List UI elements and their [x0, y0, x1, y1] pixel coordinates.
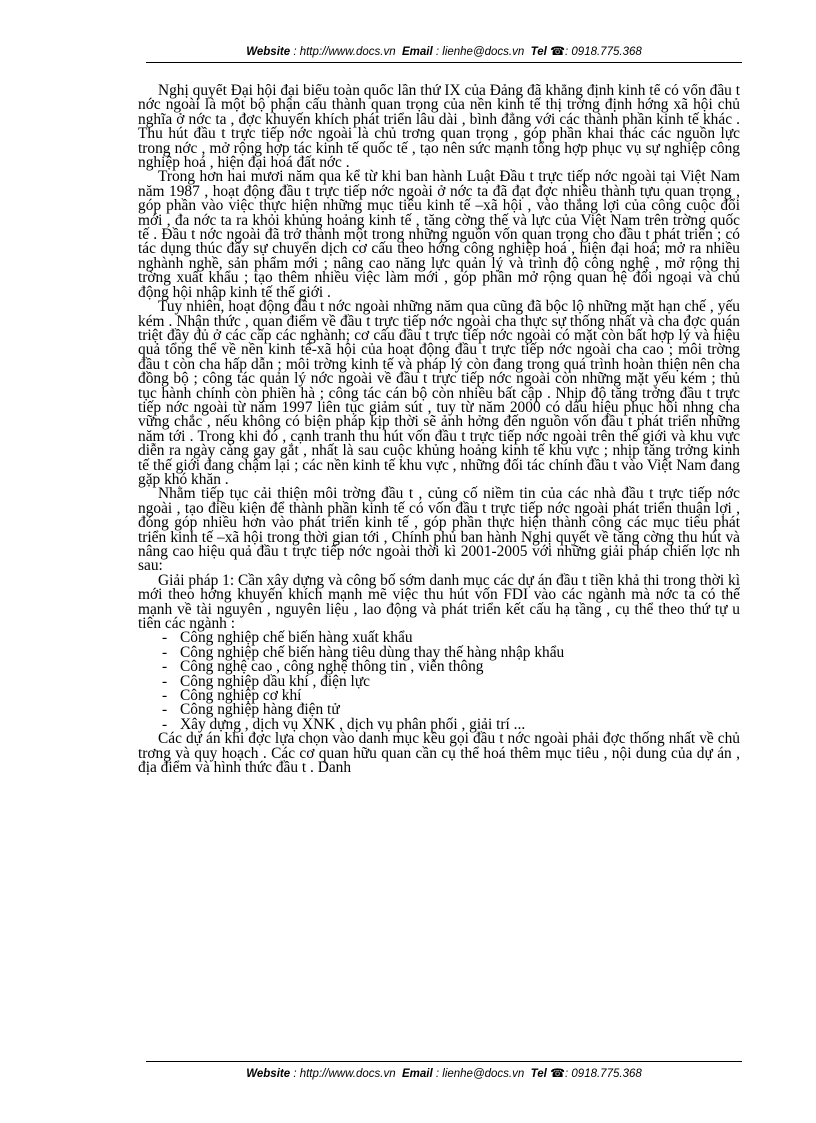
paragraph-2: Trong hơn hai mươi năm qua kể từ khi ban hành Luật Đầu t trực tiếp nớc ngoài tại Việt Nam năm 1987 , hoạt động đầu t trực tiếp nớc ngoài ở nớc ta đã đạt đợc nhiều thành tựu quan trọng , góp phần vào việc thực hiện những mục tiêu kinh tế –xã hội , vào thắng lợi của công cuộc đổi mới , đa nớc ta ra khỏi khủng hoảng kinh tế , tăng cờng thế và lực của Việt Nam trên trờng quốc tế . Đầu t nớc ngoài đã trở thành một trong những nguồn vốn quan trọng cho đầu t phát triển ; có tác dụng thúc đẩy sự chuyển dịch cơ cấu theo hớng công nghiệp hoá , hiện đại hoá; mở ra nhiều nghành nghề, sản phẩm mới ; nâng cao năng lực quản lý và trình độ công nghệ , mở rộng thị trờng xuất khẩu ; tạo thêm nhiều việc làm mới , góp phần mở rộng quan hệ đối ngoại và chủ động hội nhập kinh tế thế giới .	[138, 168, 740, 301]
tel-number: : 0918.775.368	[565, 46, 642, 58]
list-item: - Xây dựng , dịch vụ XNK , dịch vụ phân phối , giải trí ...	[162, 718, 740, 732]
phone-icon: ☎	[550, 44, 566, 58]
list-item: - Công nghệ cao , công nghệ thông tin , viễn thông	[162, 660, 740, 674]
tel-number: : 0918.775.368	[565, 1068, 642, 1080]
header-divider	[146, 62, 742, 63]
priority-industry-list	[138, 631, 740, 732]
paragraph-4: Nhằm tiếp tục cải thiện môi trờng đầu t , củng cố niềm tin của các nhà đầu t trực tiếp nớc ngoài , tạo điều kiện để thành phần kinh tế có vốn đầu t trực tiếp nớc ngoài phát triển thuận lợi , đóng góp nhiều hơn vào phát triển kinh tế , góp phần thực hiện thành công các mục tiêu phát triển kinh tế –xã hội trong thời gian tới , Chính phủ ban hành Nghị quyết về tăng cờng thu hút và nâng cao hiệu quả đầu t trực tiếp nớc ngoài thời kì 2001-2005 với những giải pháp chiến lợc nh sau:	[138, 485, 740, 575]
page-footer	[146, 1066, 742, 1080]
website-label: Website	[246, 1068, 291, 1080]
list-item: - Công nghiệp hàng điện tử	[162, 703, 740, 717]
website-url[interactable]: : http://www.docs.vn	[293, 46, 396, 58]
tel-label: Tel	[530, 46, 547, 58]
page-header	[146, 44, 742, 58]
website-label: Website	[246, 46, 291, 58]
website-url[interactable]: : http://www.docs.vn	[293, 1068, 396, 1080]
list-item: - Công nghiệp dầu khí , điện lực	[162, 675, 740, 689]
email-address[interactable]: : lienhe@docs.vn	[435, 46, 525, 58]
list-item: - Công nghiệp cơ khí	[162, 689, 740, 703]
paragraph-5: Giải pháp 1: Cần xây dựng và công bố sớm danh mục các dự án đầu t tiền khả thi trong thời kì mới theo hớng khuyến khích mạnh mẽ việc thu hút vốn FDI vào các ngành mà nớc ta có thế mạnh về tài nguyên , nguyên liệu , lao động và phát triển kết cấu hạ tầng , cụ thể theo thứ tự u tiên các ngành :	[138, 571, 740, 633]
email-label: Email	[401, 46, 433, 58]
email-label: Email	[401, 1068, 433, 1080]
email-address[interactable]: : lienhe@docs.vn	[435, 1068, 525, 1080]
list-item: - Công nghiệp chế biến hàng tiêu dùng thay thế hàng nhập khẩu	[162, 646, 740, 660]
footer-divider	[146, 1061, 742, 1062]
tel-label: Tel	[530, 1068, 547, 1080]
paragraph-1: Nghị quyết Đại hội đại biểu toàn quốc lần thứ IX của Đảng đã khẳng định kinh tế có vốn đầu t nớc ngoài là một bộ phận cấu thành quan trọng của nền kinh tế thị trờng định hớng xã hội chủ nghĩa ở nớc ta , đợc khuyến khích phát triển lâu dài , bình đẳng với các thành phần kinh tế khác . Thu hút đầu t trực tiếp nớc ngoài là chủ trơng quan trọng , góp phần khai thác các nguồn lực trong nớc , mở rộng hợp tác kinh tế quốc tế , tạo nên sức mạnh tổng hợp phục vụ sự nghiệp công nghiệp hoá , hiện đại hoá đất nớc .	[138, 84, 740, 172]
document-body	[138, 84, 740, 1064]
list-item: - Công nghiệp chế biến hàng xuất khẩu	[162, 631, 740, 645]
phone-icon: ☎	[550, 1066, 566, 1080]
paragraph-3: Tuy nhiên, hoạt động đầu t nớc ngoài những năm qua cũng đã bộc lộ những mặt hạn chế , yếu kém . Nhận thức , quan điểm về đầu t trực tiếp nớc ngoài cha thực sự thống nhất và cha đợc quán triệt đầy đủ ở các cấp các nghành; cơ cấu đầu t trực tiếp nớc ngoài có mặt còn bất hợp lý và hiệu quả tổng thể về nền kinh tế-xã hội của hoạt động đầu t trực tiếp nớc ngoài cha cao ; môi trờng đầu t còn cha hấp dẫn ; môi trờng kinh tế và pháp lý còn đang trong quá trình hoàn thiện nên cha đồng bộ ; công tác quản lý nớc ngoài về đầu t trực tiếp nớc ngoài còn những mặt yếu kém ; thủ tục hành chính còn phiền hà ; công tác cán bộ còn nhiều bất cập . Nhịp độ tăng trởng đầu t trực tiếp nớc ngoài từ năm 1997 liên tục giảm sút , tuy từ năm 2000 có dấu hiệu phục hồi nhng cha vững chắc , nếu không có biện pháp kịp thời sẽ ảnh hởng đến nguồn vốn đầu t phát triển những năm tới . Trong khi đó , cạnh tranh thu hút vốn đầu t trực tiếp nớc ngoài trên thế giới và khu vực diễn ra ngày càng gay gắt , nhất là sau cuộc khủng hoảng kinh tế khu vực ; nhịp tăng trởng kinh tế thế giới đang chậm lại ; các nền kinh tế khu vực , những đối tác chính đầu t vào Việt Nam đang gặp khó khăn .	[138, 298, 740, 488]
paragraph-closing: Các dự án khi đợc lựa chọn vào danh mục kêu gọi đầu t nớc ngoài phải đợc thống nhất về chủ trơng và quy hoạch . Các cơ quan hữu quan cần cụ thể hoá thêm mục tiêu , nội dung của dự án , địa điểm và hình thức đầu t . Danh	[138, 730, 740, 777]
